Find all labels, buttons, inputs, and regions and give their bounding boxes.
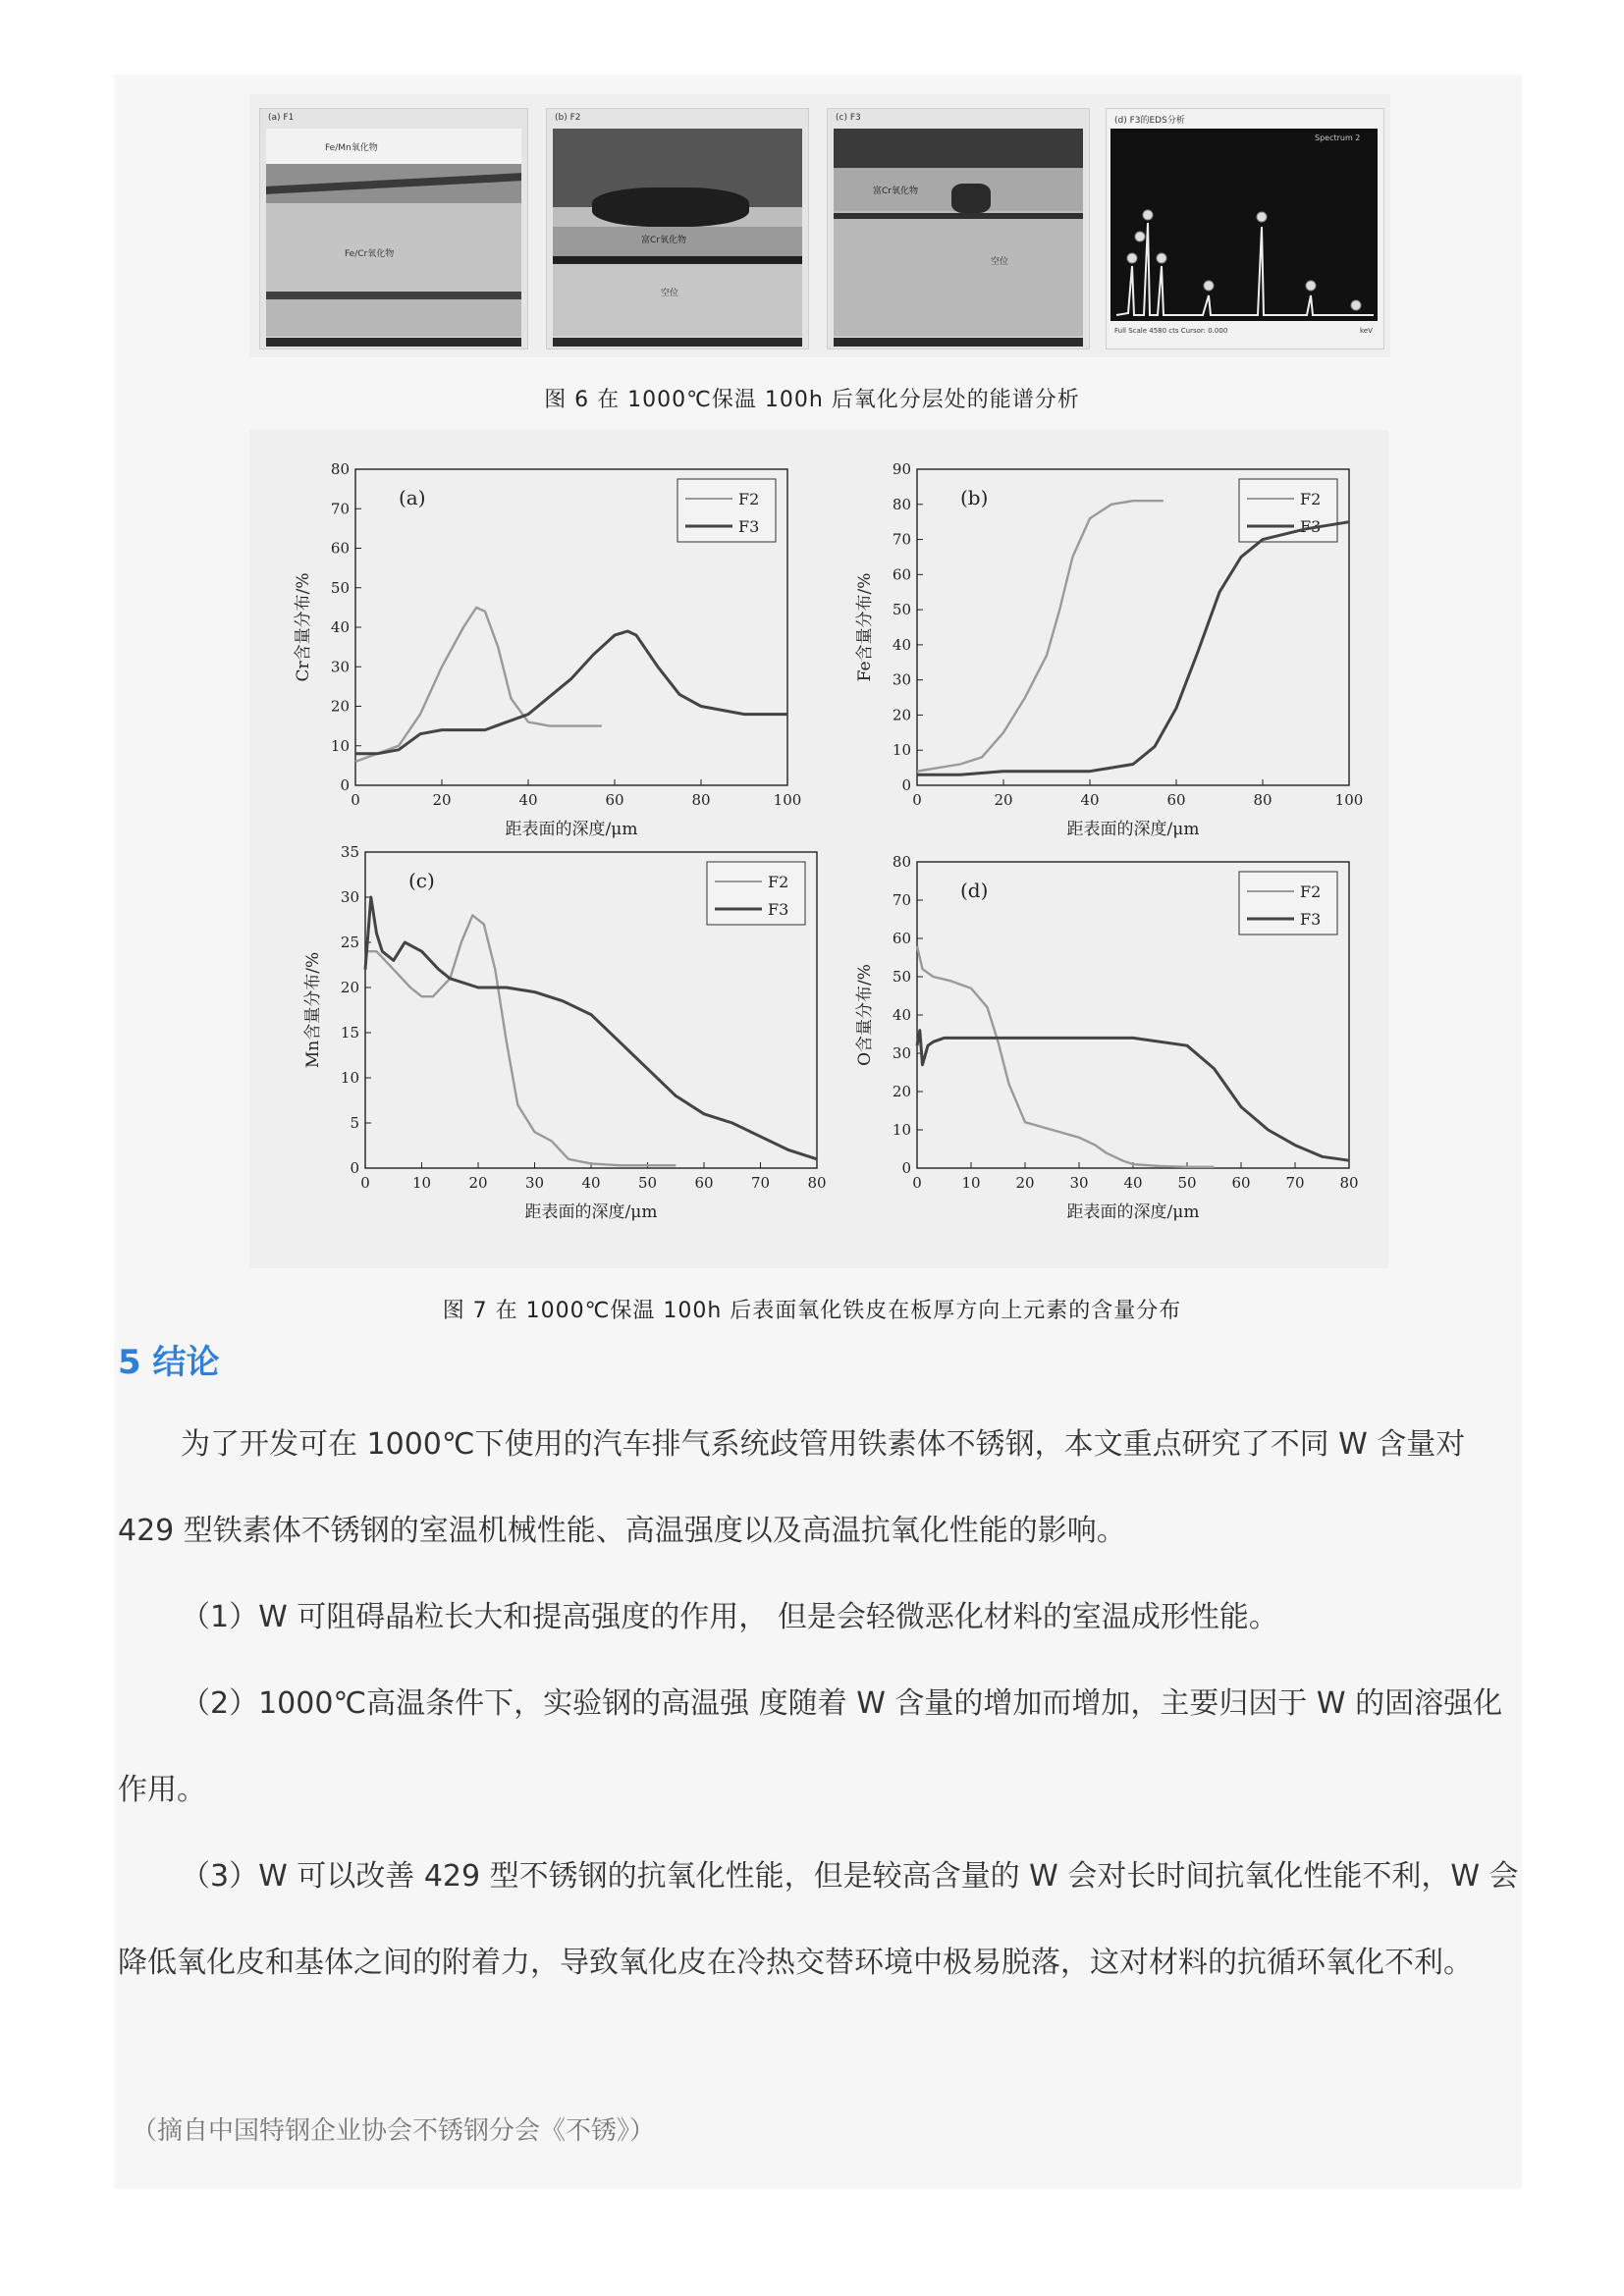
x-tick-label: 60 bbox=[605, 791, 624, 809]
figure-7 bbox=[249, 430, 1388, 1268]
y-tick-label: 20 bbox=[330, 697, 350, 716]
y-axis-label: O含量分布/% bbox=[855, 964, 875, 1066]
legend-box bbox=[1239, 872, 1337, 934]
x-tick-label: 0 bbox=[912, 791, 922, 809]
y-tick-label: 40 bbox=[330, 618, 350, 636]
y-tick-label: 70 bbox=[892, 891, 911, 909]
y-tick-label: 30 bbox=[330, 658, 350, 676]
y-tick-label: 60 bbox=[330, 539, 350, 558]
y-tick-label: 80 bbox=[892, 853, 911, 871]
legend-entry: F3 bbox=[1300, 910, 1322, 929]
x-axis-label: 距表面的深度/μm bbox=[524, 1202, 658, 1222]
x-tick-label: 50 bbox=[637, 1174, 658, 1192]
scale-bar bbox=[266, 338, 521, 347]
y-tick-label: 60 bbox=[892, 930, 911, 947]
paragraph-text: 为了开发可在 1000℃下使用的汽车排气系统歧管用铁素体不锈钢，本文重点研究了不同 W 含量对 429 型铁素体不锈钢的室温机械性能、高温强度以及高温抗氧化性能的影响。 bbox=[118, 1427, 1466, 1548]
annotation: Fe/Mn氧化物 bbox=[325, 143, 378, 153]
annotation: 空位 bbox=[991, 257, 1009, 267]
y-tick-label: 80 bbox=[892, 495, 911, 513]
y-tick-label: 20 bbox=[892, 1083, 911, 1100]
y-tick-label: 40 bbox=[892, 635, 911, 654]
paragraph-text: （1）W 可阻碍晶粒长大和提高强度的作用， 但是会轻微恶化材料的室温成形性能。 bbox=[181, 1600, 1278, 1634]
y-tick-label: 90 bbox=[892, 460, 911, 478]
y-tick-label: 10 bbox=[330, 736, 350, 755]
x-tick-label: 80 bbox=[1339, 1174, 1359, 1192]
x-tick-label: 20 bbox=[432, 791, 452, 809]
sem-image-a bbox=[266, 129, 521, 337]
sem-image-c bbox=[834, 129, 1083, 337]
panel-label: (b) bbox=[960, 486, 989, 509]
y-tick-label: 30 bbox=[340, 888, 359, 906]
figure-7-charts bbox=[249, 430, 1388, 1268]
panel-label: (c) bbox=[408, 869, 435, 892]
y-tick-label: 20 bbox=[340, 979, 359, 996]
x-tick-label: 20 bbox=[994, 791, 1013, 809]
y-axis-label: Cr含量分布/% bbox=[294, 572, 313, 682]
annotation: 富Cr氧化物 bbox=[641, 236, 686, 245]
y-tick-label: 50 bbox=[892, 968, 911, 986]
x-axis-label: 距表面的深度/μm bbox=[1066, 820, 1200, 839]
scale-bar bbox=[834, 338, 1083, 347]
panel-label: (a) bbox=[399, 486, 426, 509]
figure-6 bbox=[249, 94, 1390, 357]
legend-entry: F3 bbox=[768, 900, 789, 919]
sem-panel-c bbox=[827, 108, 1090, 349]
x-tick-label: 0 bbox=[912, 1174, 922, 1192]
sem-panel-b bbox=[546, 108, 809, 349]
panel-label: (a) F1 bbox=[268, 113, 295, 123]
legend-entry: F2 bbox=[1300, 490, 1322, 508]
paragraph-conclusion-1 bbox=[118, 1575, 1522, 1661]
x-tick-label: 0 bbox=[351, 791, 360, 809]
y-tick-label: 0 bbox=[901, 776, 911, 794]
y-tick-label: 0 bbox=[340, 776, 350, 794]
legend-entry: F2 bbox=[768, 873, 789, 891]
y-tick-label: 35 bbox=[340, 843, 359, 861]
paragraph-text: （2）1000℃高温条件下，实验钢的高温强 度随着 W 含量的增加而增加，主要归因于 W 的固溶强化作用。 bbox=[118, 1686, 1503, 1807]
y-tick-label: 15 bbox=[340, 1024, 359, 1041]
scale-bar bbox=[553, 338, 802, 347]
annotation: Fe/Cr氧化物 bbox=[345, 249, 395, 259]
figure-6-caption: 图 6 在 1000℃保温 100h 后氧化分层处的能谱分析 bbox=[544, 388, 1080, 412]
y-tick-label: 50 bbox=[330, 578, 350, 597]
panel-label: (d) bbox=[960, 879, 989, 902]
y-tick-label: 0 bbox=[350, 1159, 359, 1177]
x-tick-label: 40 bbox=[518, 791, 538, 809]
y-tick-label: 80 bbox=[330, 460, 350, 478]
y-tick-label: 40 bbox=[892, 1006, 911, 1024]
x-tick-label: 60 bbox=[1231, 1174, 1251, 1192]
series-line-f3 bbox=[917, 1031, 1349, 1161]
y-tick-label: 10 bbox=[892, 741, 911, 760]
x-tick-label: 0 bbox=[360, 1174, 370, 1192]
x-tick-label: 40 bbox=[581, 1174, 601, 1192]
y-tick-label: 70 bbox=[330, 500, 350, 518]
series-line-f2 bbox=[917, 946, 1215, 1167]
x-tick-label: 80 bbox=[691, 791, 711, 809]
figure-7-caption: 图 7 在 1000℃保温 100h 后表面氧化铁皮在板厚方向上元素的含量分布 bbox=[442, 1299, 1182, 1323]
y-tick-label: 30 bbox=[892, 1044, 911, 1062]
x-tick-label: 40 bbox=[1080, 791, 1100, 809]
x-axis-label: 距表面的深度/μm bbox=[505, 820, 638, 839]
legend-entry: F2 bbox=[738, 490, 760, 508]
paragraph-text: （3）W 可以改善 429 型不锈钢的抗氧化性能，但是较高含量的 W 会对长时间抗氧化性能不利，W 会降低氧化皮和基体之间的附着力，导致氧化皮在冷热交替环境中极易脱落，这对材料的抗循环氧化不利。 bbox=[118, 1859, 1519, 1980]
section-title: 5 结论 bbox=[118, 1343, 220, 1382]
spectrum-label: Spectrum 2 bbox=[1315, 133, 1361, 142]
panel-label: (b) F2 bbox=[555, 113, 581, 123]
y-tick-label: 70 bbox=[892, 530, 911, 549]
y-tick-label: 25 bbox=[340, 934, 359, 951]
x-tick-label: 80 bbox=[1253, 791, 1272, 809]
y-tick-label: 50 bbox=[892, 601, 911, 619]
panel-label: (d) F3的EDS分析 bbox=[1114, 116, 1185, 126]
legend-entry: F2 bbox=[1300, 882, 1322, 901]
series-line-f2 bbox=[365, 915, 676, 1165]
y-axis-label: Fe含量分布/% bbox=[855, 572, 875, 682]
x-tick-label: 60 bbox=[1166, 791, 1186, 809]
y-tick-label: 60 bbox=[892, 565, 911, 584]
x-tick-label: 80 bbox=[807, 1174, 827, 1192]
annotation: 空位 bbox=[661, 289, 679, 298]
y-axis-label: Mn含量分布/% bbox=[303, 951, 323, 1069]
eds-footer: Full Scale 4580 cts Cursor: 0.000 bbox=[1114, 327, 1228, 335]
eds-spectrum bbox=[1110, 129, 1378, 343]
sem-panel-a bbox=[259, 108, 528, 349]
legend-entry: F3 bbox=[738, 517, 760, 536]
source-note: （摘自中国特钢企业协会不锈钢分会《不锈》） bbox=[132, 2116, 656, 2146]
legend-entry: F3 bbox=[1300, 517, 1322, 536]
x-tick-label: 40 bbox=[1123, 1174, 1143, 1192]
y-tick-label: 5 bbox=[350, 1114, 359, 1132]
legend-box bbox=[677, 479, 776, 542]
paragraph-conclusion-3 bbox=[118, 1834, 1522, 2006]
legend-box bbox=[707, 862, 805, 925]
y-tick-label: 30 bbox=[892, 670, 911, 689]
sem-image-b bbox=[553, 129, 802, 337]
panel-label: (c) F3 bbox=[836, 113, 861, 123]
x-tick-label: 10 bbox=[961, 1174, 981, 1192]
y-tick-label: 20 bbox=[892, 706, 911, 724]
eds-panel-d bbox=[1106, 108, 1384, 349]
x-tick-label: 70 bbox=[750, 1174, 771, 1192]
x-axis-label: 距表面的深度/μm bbox=[1066, 1202, 1200, 1222]
series-line-f2 bbox=[917, 501, 1164, 772]
paragraph-conclusion-2 bbox=[118, 1661, 1522, 1834]
x-tick-label: 30 bbox=[1069, 1174, 1089, 1192]
paragraph-intro bbox=[118, 1402, 1522, 1575]
series-line-f3 bbox=[365, 897, 817, 1159]
x-tick-label: 10 bbox=[411, 1174, 432, 1192]
x-tick-label: 20 bbox=[468, 1174, 488, 1192]
x-tick-label: 60 bbox=[694, 1174, 714, 1192]
x-tick-label: 70 bbox=[1285, 1174, 1305, 1192]
y-tick-label: 10 bbox=[340, 1069, 359, 1087]
y-tick-label: 0 bbox=[901, 1159, 911, 1177]
series-line-f3 bbox=[917, 522, 1349, 775]
x-tick-label: 100 bbox=[1334, 791, 1364, 809]
x-tick-label: 30 bbox=[524, 1174, 545, 1192]
x-tick-label: 20 bbox=[1015, 1174, 1035, 1192]
x-tick-label: 100 bbox=[773, 791, 802, 809]
y-tick-label: 10 bbox=[892, 1121, 911, 1139]
annotation: 富Cr氧化物 bbox=[873, 187, 918, 196]
x-tick-label: 50 bbox=[1177, 1174, 1197, 1192]
series-line-f3 bbox=[355, 631, 787, 754]
eds-unit: keV bbox=[1360, 327, 1373, 335]
